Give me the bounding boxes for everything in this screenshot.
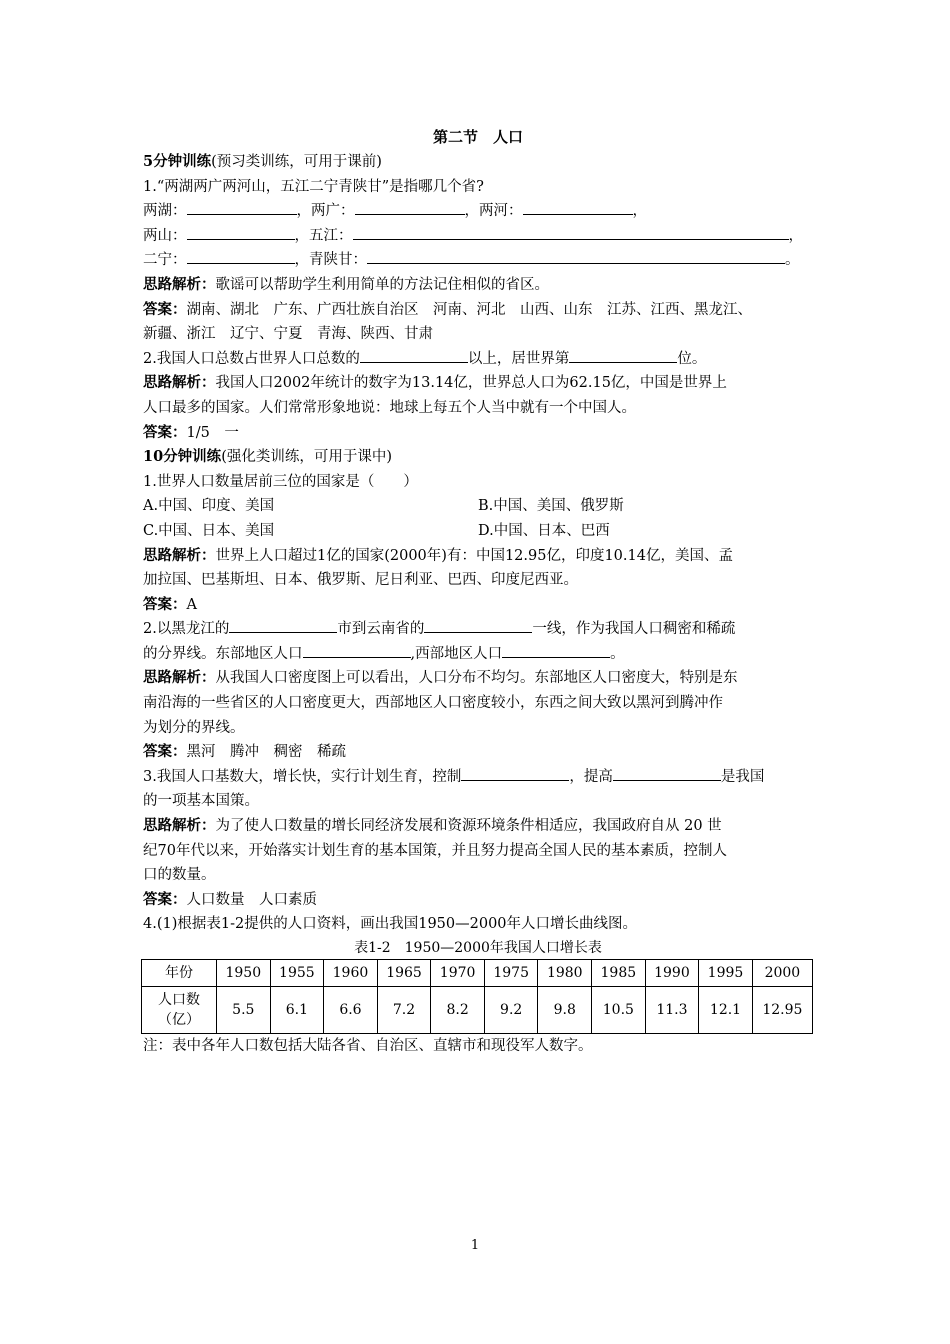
analysis	[143, 371, 813, 396]
analysis	[143, 666, 813, 691]
fill-label: 。	[785, 252, 800, 269]
analysis-continued: 纪70年代以来，开始落实计划生育的基本国策，并且努力提高全国人民的基本素质，控制人	[143, 842, 727, 859]
answer-label: 答案：	[143, 423, 187, 441]
option-b: B.中国、美国、俄罗斯	[478, 498, 624, 515]
fill-label: 二宁：	[143, 252, 187, 269]
table-cell-year: 2000	[752, 960, 812, 987]
fill-label: ，两广：	[296, 203, 355, 220]
section-title: 第二节 人口	[432, 128, 523, 146]
fill-label: 以上，居世界第	[467, 350, 570, 367]
analysis-label: 思路解析：	[143, 275, 216, 293]
answer-label: 答案：	[143, 743, 187, 761]
blank	[367, 249, 785, 264]
table-cell-year: 1985	[592, 960, 646, 987]
blank	[360, 348, 468, 363]
table-cell-value: 10.5	[592, 987, 646, 1034]
section-head: 5分钟训练	[143, 153, 212, 170]
fill-line	[143, 617, 813, 642]
question-stem: 1.“两湖两广两河山，五江二宁青陕甘”是指哪几个省?	[143, 178, 484, 195]
answer-text: 湖南、湖北 广东、广西壮族自治区 河南、河北 山西、山东 江苏、江西、黑龙江、	[186, 301, 752, 318]
fill-label: 两山：	[143, 227, 187, 244]
option-c: C.中国、日本、美国	[143, 522, 275, 539]
table-cell-value: 7.2	[377, 987, 431, 1034]
table-header-population	[142, 987, 217, 1034]
analysis-label: 思路解析：	[143, 669, 216, 687]
analysis-label: 思路解析：	[143, 546, 216, 564]
table-cell-year: 1990	[645, 960, 699, 987]
analysis-label: 思路解析：	[143, 817, 216, 835]
answer-label: 答案：	[143, 300, 187, 318]
table-cell-value: 12.95	[752, 987, 812, 1034]
fill-line	[143, 642, 813, 667]
answer-label: 答案：	[143, 890, 187, 908]
fill-label: 3.我国人口基数大，增长快，实行计划生育，控制	[143, 768, 462, 785]
table-note: 注：表中各年人口数包括大陆各省、自治区、直辖市和现役军人数字。	[143, 1038, 593, 1054]
answer-text: 1/5 一	[186, 424, 239, 441]
blank	[569, 348, 677, 363]
blank	[523, 200, 633, 215]
table-cell-value: 9.8	[538, 987, 592, 1034]
section-sub: (预习类训练，可用于课前)	[211, 154, 382, 170]
fill-label: ，	[632, 203, 647, 220]
option-d: D.中国、日本、巴西	[478, 522, 610, 539]
section-head: 10分钟训练	[143, 448, 222, 466]
table-row-years	[142, 960, 813, 987]
blank	[187, 225, 295, 240]
answer	[143, 421, 813, 446]
analysis-label: 思路解析：	[143, 374, 216, 392]
analysis-text: 世界上人口超过1亿的国家(2000年)有：中国12.95亿，印度10.14亿，美国、孟	[215, 547, 733, 564]
analysis	[143, 814, 813, 839]
fill-label: 的分界线。东部地区人口	[143, 645, 303, 662]
analysis-continued: 口的数量。	[143, 867, 216, 884]
fill-label: 位。	[677, 350, 707, 367]
analysis-text: 从我国人口密度图上可以看出，人口分布不均匀。东部地区人口密度大，特别是东	[215, 670, 738, 687]
fill-line	[143, 199, 813, 224]
table-cell-value: 12.1	[699, 987, 753, 1034]
blank	[229, 618, 337, 633]
table-cell-value: 8.2	[431, 987, 485, 1034]
section-sub: (强化类训练，可用于课中)	[221, 449, 393, 466]
fill-label: 。	[610, 645, 625, 662]
page-content	[143, 124, 813, 1059]
fill-label: ，青陕甘：	[294, 252, 367, 269]
analysis-continued: 人口最多的国家。人们常常形象地说：地球上每五个人当中就有一个中国人。	[143, 399, 636, 416]
fill-label: 市到云南省的	[337, 621, 425, 638]
option-a: A.中国、印度、美国	[143, 498, 275, 515]
table-header-year: 年份	[142, 960, 217, 987]
fill-line	[143, 224, 813, 249]
analysis-continued: 为划分的界线。	[143, 719, 245, 736]
header-line: （亿）	[158, 1012, 200, 1028]
blank	[613, 766, 721, 781]
blank	[355, 200, 465, 215]
fill-line	[143, 248, 813, 273]
analysis	[143, 544, 813, 569]
fill-label: 2.我国人口总数占世界人口总数的	[143, 350, 360, 367]
fill-label: ，五江：	[294, 227, 353, 244]
blank	[424, 618, 532, 633]
blank	[502, 643, 610, 658]
blank	[461, 766, 569, 781]
section-header-5min	[143, 150, 813, 175]
fill-line	[143, 765, 813, 790]
table-cell-value: 11.3	[645, 987, 699, 1034]
analysis-text: 为了使人口数量的增长同经济发展和资源环境条件相适应，我国政府自从 20 世	[215, 818, 722, 835]
fill-label: ，	[788, 227, 803, 244]
page-number: 1	[470, 1238, 480, 1253]
question-stem: 4.(1)根据表1-2提供的人口资料，画出我国1950—2000年人口增长曲线图。	[143, 916, 638, 933]
answer-text: 黑河 腾冲 稠密 稀疏	[186, 744, 346, 761]
table-cell-year: 1995	[699, 960, 753, 987]
blank	[353, 225, 789, 240]
table-cell-value: 6.1	[270, 987, 324, 1034]
fill-label: ，两河：	[464, 203, 523, 220]
table-caption: 表1-2 1950—2000年我国人口增长表	[354, 940, 602, 956]
analysis-continued: 加拉国、巴基斯坦、日本、俄罗斯、尼日利亚、巴西、印度尼西亚。	[143, 572, 578, 589]
answer	[143, 298, 813, 323]
answer-text: 人口数量 人口素质	[186, 891, 317, 908]
question-continued: 的一项基本国策。	[143, 793, 259, 810]
table-cell-year: 1960	[324, 960, 378, 987]
analysis-continued: 南沿海的一些省区的人口密度更大，西部地区人口密度较小，东西之间大致以黑河到腾冲作	[143, 695, 723, 712]
header-line: 人口数	[158, 992, 200, 1008]
table-cell-year: 1970	[431, 960, 485, 987]
table-cell-value: 6.6	[324, 987, 378, 1034]
answer	[143, 888, 813, 913]
table-cell-year: 1980	[538, 960, 592, 987]
answer-text: A	[186, 596, 197, 613]
table-cell-value: 9.2	[484, 987, 538, 1034]
options-row	[143, 519, 813, 544]
section-header-10min	[143, 445, 813, 470]
table-cell-year: 1975	[484, 960, 538, 987]
table-cell-year: 1955	[270, 960, 324, 987]
fill-label: 一线，作为我国人口稠密和稀疏	[532, 621, 736, 638]
table-cell-value: 5.5	[217, 987, 271, 1034]
fill-line	[143, 347, 813, 372]
analysis-text: 我国人口2002年统计的数字为13.14亿，世界总人口为62.15亿，中国是世界上	[215, 375, 727, 392]
fill-label: ,西部地区人口	[410, 645, 503, 662]
options-row	[143, 494, 813, 519]
blank	[303, 643, 411, 658]
question-stem: 1.世界人口数量居前三位的国家是（ ）	[143, 473, 418, 490]
analysis	[143, 273, 813, 298]
answer-continued: 新疆、浙江 辽宁、宁夏 青海、陕西、甘肃	[143, 326, 433, 343]
answer	[143, 593, 813, 618]
fill-label: ，提高	[569, 768, 613, 785]
blank	[187, 200, 297, 215]
table-cell-year: 1950	[217, 960, 271, 987]
fill-label: 2.以黑龙江的	[143, 621, 230, 638]
answer	[143, 740, 813, 765]
blank	[187, 249, 295, 264]
fill-label: 是我国	[720, 768, 765, 785]
fill-label: 两湖：	[143, 203, 187, 220]
table-row-population	[142, 987, 813, 1034]
population-table	[141, 959, 813, 1034]
answer-label: 答案：	[143, 595, 187, 613]
analysis-text: 歌谣可以帮助学生利用简单的方法记住相似的省区。	[215, 276, 549, 293]
table-cell-year: 1965	[377, 960, 431, 987]
